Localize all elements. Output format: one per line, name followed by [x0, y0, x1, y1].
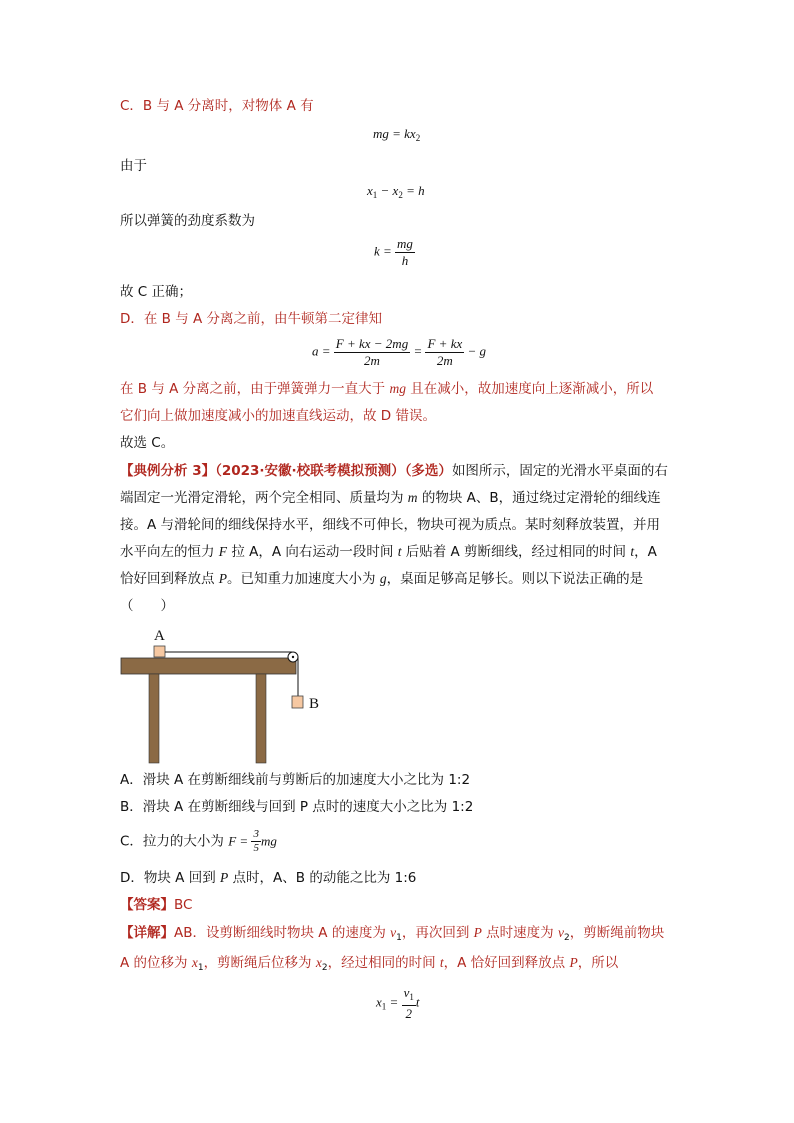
table-pulley-figure	[120, 625, 340, 765]
block-b-label: B	[309, 696, 320, 712]
d-explanation-line2: 它们向上做加速度减小的加速直线运动，故 D 错误。	[120, 408, 436, 424]
option-b: B．滑块 A 在剪断细线与回到 P 点时的速度大小之比为 1:2	[120, 799, 474, 815]
spring-constant-text: 所以弹簧的劲度系数为	[120, 213, 255, 229]
block-a-label: A	[154, 628, 165, 644]
youyu-text: 由于	[120, 158, 147, 174]
detail-line2: A 的位移为 $x_1$，剪断绳后位移为 $x_2$，经过相同的时间 t，A 恰好回到释放点 P，所以	[120, 955, 619, 973]
table-top	[121, 658, 296, 674]
example-heading-line: 【典例分析 3】（2023·安徽·校联考模拟预测）（多选）如图所示，固定的光滑水平桌面的右	[120, 463, 668, 479]
example-line5: 恰好回到释放点 P。已知重力加速度大小为 g，桌面足够高足够长。则以下说法正确的是	[120, 571, 644, 587]
option-c: C．拉力的大小为 F = $\frac{3}{5}$ mg	[120, 828, 277, 854]
pulley-axle	[292, 656, 294, 658]
equation-newton-second-law: a = $\frac{F + kx - 2mg}{2m}$ = $\frac{F + kx}{2m}$ − g	[312, 336, 487, 368]
part-c-intro: C．B 与 A 分离时，对物体 A 有	[120, 98, 314, 114]
example-line2: 端固定一光滑定滑轮，两个完全相同、质量均为 m 的物块 A、B，通过绕过定滑轮的细线连	[120, 490, 661, 506]
detail-line1: 【详解】AB．设剪断细线时物块 A 的速度为 $v_1$，再次回到 P 点时速度为 $v_2$，剪断绳前物块	[120, 925, 665, 943]
example-line4: 水平向左的恒力 F 拉 A，A 向右运动一段时间 t 后贴着 A 剪断细线，经过相同的时间 t，A	[120, 544, 657, 560]
answer-parentheses: （ ）	[120, 598, 174, 614]
table-leg-right	[256, 674, 266, 763]
option-a: A．滑块 A 在剪断细线前与剪断后的加速度大小之比为 1:2	[120, 772, 471, 788]
equation-mg-kx2: mg = $kx_2$	[373, 126, 421, 143]
equation-x1-x2-h: $x_1 - x_2 = h$	[367, 183, 425, 200]
c-correct-text: 故 C 正确；	[120, 284, 193, 300]
equation-x1-v1-t: $x_1$ = $\frac{v_1}{2}$ t	[376, 985, 420, 1021]
choose-c-text: 故选 C。	[120, 435, 175, 451]
table-leg-left	[149, 674, 159, 763]
example-line3: 接。A 与滑轮间的细线保持水平，细线不可伸长，物块可视为质点。某时刻释放装置，并用	[120, 517, 661, 533]
block-a	[154, 646, 165, 657]
part-d-intro: D．在 B 与 A 分离之前，由牛顿第二定律知	[120, 311, 383, 327]
d-explanation-line1: 在 B 与 A 分离之前，由于弹簧弹力一直大于 mg 且在减小，故加速度向上逐渐减小，所以	[120, 381, 654, 397]
equation-k-mg-h: k = $\frac{mg}{h}$	[374, 236, 413, 268]
block-b	[292, 696, 303, 708]
answer-line: 【答案】BC	[120, 897, 193, 913]
option-d: D．物块 A 回到 P 点时，A、B 的动能之比为 1:6	[120, 870, 417, 886]
